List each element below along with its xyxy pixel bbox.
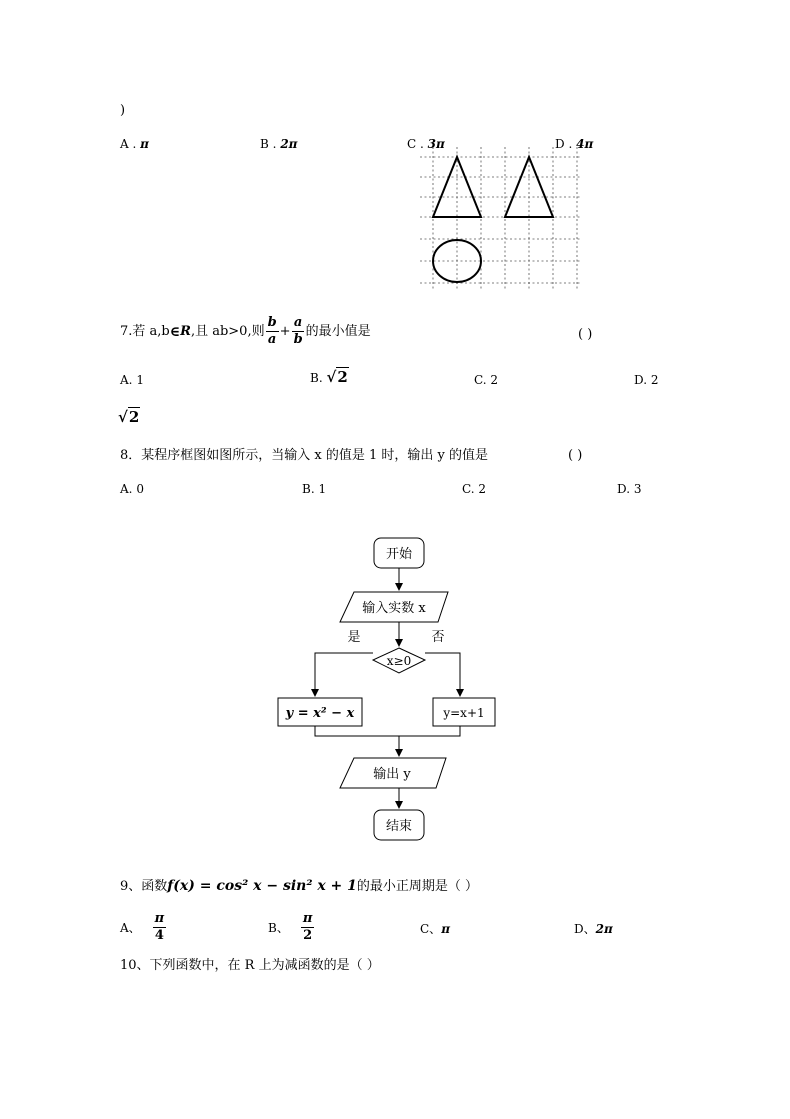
sqrt-radicand: 2 [128, 408, 140, 426]
option-label: A. [120, 373, 133, 387]
sqrt-expression: √2 [118, 408, 140, 426]
option-label: C. [474, 373, 487, 387]
option-label: B. [310, 371, 323, 385]
q6-option-b [260, 138, 297, 150]
flowchart [270, 532, 510, 844]
input-label: 输入实数 x [362, 601, 426, 616]
option-label: A [120, 137, 129, 151]
q10-stem: 10、下列函数中，在 R 上为减函数的是（ ） [120, 958, 380, 973]
q7-option-d-continued [118, 410, 140, 425]
option-value: 2 [478, 482, 487, 496]
option-label: C [407, 137, 417, 151]
option-sep: . [132, 137, 137, 151]
real-set-symbol: R [180, 324, 191, 340]
q6-option-a [120, 138, 149, 150]
option-label: A、 [120, 920, 141, 935]
q7-option-b [310, 370, 349, 385]
left-process-label: y = x² − x [285, 706, 355, 721]
option-value: 1 [318, 482, 327, 496]
fraction-a-over-b [292, 316, 305, 348]
q8-option-b [302, 483, 326, 495]
option-value: 2π [595, 922, 613, 936]
option-label: D. [634, 373, 648, 387]
fraction-pi-over-2 [301, 912, 315, 944]
option-value: 2π [280, 137, 298, 151]
q9-pre: 9、函数 [120, 879, 168, 894]
sqrt-radicand: 2 [337, 368, 348, 386]
dotted-grid [420, 147, 580, 291]
three-view-figure [418, 145, 588, 295]
q9-option-d [574, 923, 613, 935]
option-label: D [555, 137, 565, 151]
yes-label: 是 [347, 630, 361, 645]
option-value: π [140, 137, 149, 151]
q9-option-a [120, 912, 167, 944]
option-label: C. [462, 482, 475, 496]
option-value: 2 [650, 373, 659, 387]
start-label: 开始 [385, 547, 413, 562]
option-label: D. [617, 482, 631, 496]
option-label: D、 [574, 922, 596, 936]
fraction-numerator: π [301, 912, 315, 928]
option-value: π [441, 922, 450, 936]
option-value: 3 [633, 482, 642, 496]
plus-sign: + [279, 324, 291, 340]
option-value: 2 [490, 373, 499, 387]
q9-option-b [268, 912, 315, 944]
q7-option-d [634, 374, 658, 386]
fraction-numerator: a [292, 316, 304, 332]
q7-mid: ,且 ab>0,则 [190, 324, 265, 340]
q8-answer-paren: ( ) [568, 448, 583, 463]
option-label: B [260, 137, 269, 151]
q8-option-c [462, 483, 486, 495]
q7-answer-paren: ( ) [578, 327, 593, 342]
fraction-numerator: b [266, 316, 279, 332]
option-value: 1 [136, 373, 144, 387]
fraction-b-over-a [266, 316, 279, 348]
fraction-numerator: π [153, 912, 167, 928]
fraction-denominator: 2 [303, 928, 313, 944]
q9-option-c [420, 923, 450, 935]
q9-stem [120, 879, 478, 893]
option-value: 0 [136, 482, 144, 496]
option-sep: . [420, 137, 424, 151]
option-value: 3π [427, 137, 445, 151]
q7-stem [120, 316, 371, 348]
option-sep: . [568, 137, 573, 151]
option-label: C、 [420, 922, 442, 936]
option-value: 4π [576, 137, 594, 151]
output-label: 输出 y [373, 767, 411, 782]
q7-post: 的最小值是 [305, 324, 371, 340]
fraction-pi-over-4 [153, 912, 167, 944]
q7-option-c [474, 374, 498, 386]
q7-pre: 若 a,b [132, 324, 170, 340]
element-of-symbol: ∈ [169, 323, 181, 340]
q6-tail: ) [120, 103, 126, 118]
option-label: B、 [268, 920, 289, 935]
no-label: 否 [431, 630, 445, 645]
fraction-denominator: 4 [154, 928, 164, 944]
fraction-denominator: a [267, 332, 277, 348]
condition-label: x≥0 [386, 654, 412, 668]
q8-option-a [120, 483, 144, 495]
right-process-label: y=x+1 [443, 706, 485, 720]
q8-option-d [617, 483, 641, 495]
sqrt-expression: √2 [326, 368, 348, 386]
q9-post: 的最小正周期是（ ） [356, 879, 479, 894]
fraction-denominator: b [293, 332, 303, 348]
option-sep: . [272, 137, 277, 151]
q7-option-a [120, 374, 144, 386]
q9-function: f(x) = cos² x − sin² x + 1 [167, 878, 357, 894]
q8-stem: 8．某程序框图如图所示，当输入 x 的值是 1 时，输出 y 的值是 [120, 448, 489, 463]
option-label: B. [302, 482, 315, 496]
q7-number: 7. [120, 324, 133, 340]
end-label: 结束 [385, 819, 413, 834]
option-label: A. [120, 482, 133, 496]
